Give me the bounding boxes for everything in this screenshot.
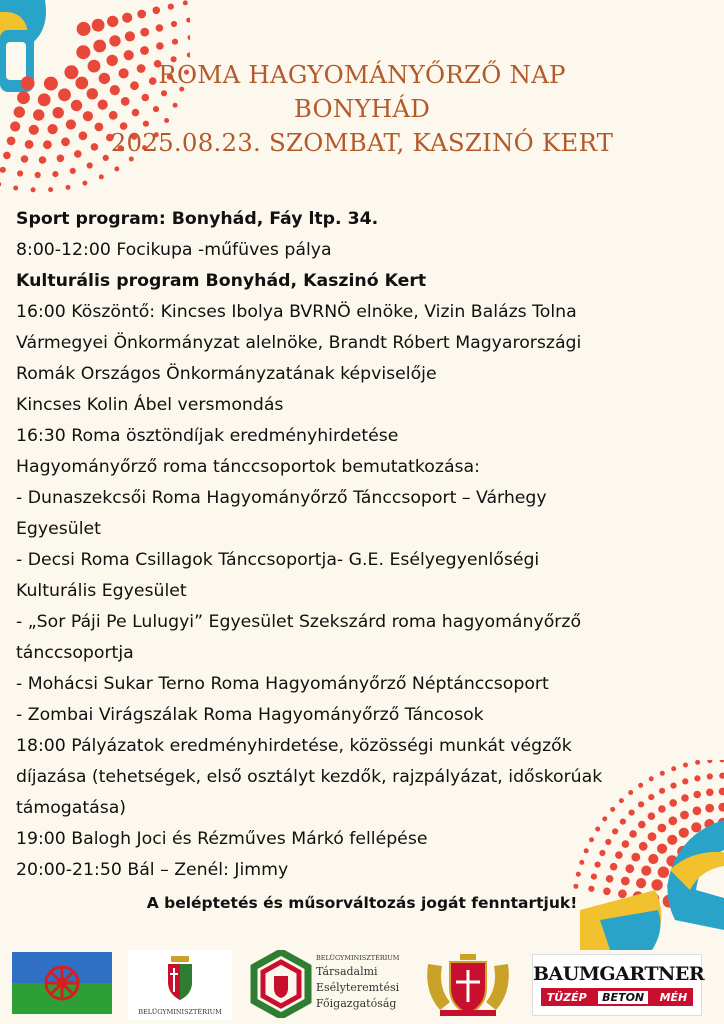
decor-dot	[183, 0, 188, 5]
tef-line-3: Főigazgatóság	[316, 997, 397, 1010]
tef-logo	[250, 950, 420, 1020]
decor-dot	[35, 172, 41, 178]
ministry-logo	[128, 950, 232, 1020]
sport-program-heading: Sport program: Bonyhád, Fáy ltp. 34.	[16, 209, 379, 229]
decor-dot	[187, 53, 190, 58]
decor-dot	[66, 185, 71, 190]
decor-dot	[122, 13, 132, 23]
baumgartner-logo	[532, 954, 705, 1016]
decor-dot	[31, 187, 36, 192]
program-line: 16:30 Roma ösztöndíjak eredményhirdetése	[16, 426, 399, 446]
tef-line-2: Esélyteremtési	[316, 981, 400, 994]
decor-dot	[82, 181, 87, 186]
decor-dot	[719, 788, 724, 796]
decor-dot	[48, 187, 53, 192]
program-line: 16:00 Köszöntő: Kincses Ibolya BVRNÖ elnöke, Vizin Balázs Tolna	[16, 302, 577, 322]
baumgartner-sub-3: MÉH	[659, 990, 688, 1004]
decor-dot	[140, 46, 149, 55]
decor-dot	[137, 10, 146, 19]
decor-dot	[114, 166, 119, 171]
baumgartner-subline	[541, 988, 693, 1006]
program-line: díjazása (tehetségek, első osztályt kezdők, rajzpályázat, időskorúak	[16, 767, 603, 787]
program-line: tánccsoportja	[16, 643, 134, 663]
decor-dot	[186, 18, 190, 23]
tef-top-label: BELÜGYMINISZTÉRIUM	[316, 954, 400, 962]
decor-dot	[52, 171, 58, 177]
decor-dot	[13, 186, 18, 191]
hexagon-shield-icon	[250, 950, 312, 1018]
decor-dot	[172, 39, 178, 45]
decor-dot	[93, 40, 106, 53]
decor-dot	[588, 886, 594, 892]
program-line: Kulturális Egyesület	[16, 581, 187, 601]
decor-dot	[107, 16, 118, 27]
decor-dot	[17, 170, 23, 176]
program-line: Egyesület	[16, 519, 101, 539]
program-line: 20:00-21:50 Bál – Zenél: Jimmy	[16, 860, 289, 880]
decor-dot	[719, 773, 724, 779]
decor-dot	[140, 28, 149, 37]
decor-dot	[87, 162, 93, 168]
decor-dot	[0, 167, 6, 173]
program-line: Romák Országos Önkormányzatának képviselője	[16, 364, 437, 384]
title-line-2: BONYHÁD	[293, 94, 431, 123]
program-line: - „Sor Páji Pe Lulugyi” Egyesület Szekszárd roma hagyományőrző	[16, 612, 582, 632]
title-line-3: 2025.08.23. SZOMBAT, KASZINÓ KERT	[110, 128, 614, 157]
decor-dot	[720, 760, 724, 763]
decor-dot	[188, 35, 191, 40]
decor-dot	[153, 7, 161, 15]
decor-dot	[92, 19, 105, 32]
decor-dot	[156, 24, 164, 32]
baumgartner-sub-1: TÜZÉP	[546, 990, 587, 1004]
program-line: - Decsi Roma Csillagok Tánccsoportja- G.E. Esélyegyenlőségi	[16, 550, 540, 570]
event-title	[0, 58, 724, 160]
ministry-label: BELÜGYMINISZTÉRIUM	[138, 1008, 222, 1016]
program-line: - Mohácsi Sukar Terno Roma Hagyományőrző Néptánccsoport	[16, 674, 549, 694]
title-line-1: ROMA HAGYOMÁNYŐRZŐ NAP	[158, 60, 566, 89]
roma-flag-logo	[12, 952, 112, 1014]
decor-dot	[125, 31, 135, 41]
cultural-program-heading: Kulturális program Bonyhád, Kaszinó Kert	[16, 271, 427, 291]
disclaimer-notice: A beléptetés és műsorváltozás jogát fenntartjuk!	[146, 894, 578, 912]
program-line: 8:00-12:00 Focikupa -műfüves pálya	[16, 240, 332, 260]
decor-dot	[77, 22, 91, 36]
baumgartner-sub-2: BETON	[598, 991, 648, 1004]
program-line: Hagyományőrző roma tánccsoportok bemutatkozása:	[16, 457, 480, 477]
sponsor-logos	[0, 946, 724, 1024]
program-line: támogatása)	[16, 798, 127, 818]
tef-line-1: Társadalmi	[316, 965, 378, 978]
decor-dot	[70, 168, 76, 174]
program-line: 18:00 Pályázatok eredményhirdetése, közösségi munkát végzők	[16, 736, 572, 756]
decor-dot	[168, 4, 174, 10]
decor-dot	[718, 803, 724, 812]
municipality-coat-of-arms-logo	[420, 952, 516, 1018]
program-line: 19:00 Balogh Joci és Rézműves Márkó fellépése	[16, 829, 428, 849]
program-line: Kincses Kolin Ábel versmondás	[16, 395, 284, 415]
baumgartner-name: BAUMGARTNER	[533, 963, 705, 985]
program-line: - Dunaszekcsői Roma Hagyományőrző Tánccsoport – Várhegy	[16, 488, 547, 508]
coat-of-arms-icon	[128, 950, 232, 1006]
decor-dot	[0, 182, 1, 187]
program-line: - Zombai Virágszálak Roma Hagyományőrző Táncosok	[16, 705, 484, 725]
tef-text	[316, 954, 399, 1012]
decor-dot	[171, 21, 177, 27]
decor-dot	[99, 174, 104, 179]
decor-dot	[156, 42, 164, 50]
decor-dot	[109, 35, 120, 46]
program-line: Vármegyei Önkormányzat alelnöke, Brandt Róbert Magyarországi	[16, 333, 582, 353]
program-text	[16, 204, 716, 886]
